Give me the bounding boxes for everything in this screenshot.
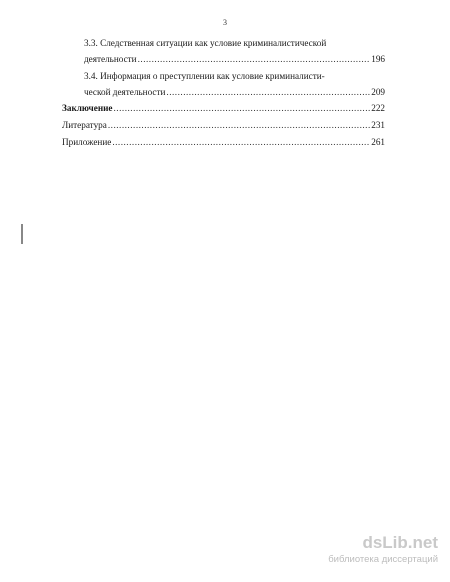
toc-literature-label: Литература [62, 120, 107, 130]
scan-artifact [21, 224, 23, 244]
toc-literature-page: 231 [371, 120, 385, 130]
leader-dots [108, 120, 370, 131]
toc-entry-literature [62, 120, 385, 131]
toc-conclusion-label: Заключение [62, 103, 113, 113]
leader-dots [138, 54, 371, 65]
toc-appendix-page: 261 [371, 137, 385, 147]
toc-conclusion-page: 222 [371, 103, 385, 113]
watermark-logo: dsLib.net [362, 533, 438, 552]
page-number: 3 [223, 18, 227, 27]
toc-entry-appendix [62, 137, 385, 148]
leader-dots [114, 103, 371, 114]
toc-entry-3-3-page: 196 [371, 54, 385, 64]
toc-entry-3-4 [84, 87, 385, 98]
watermark-subtitle: библиотека диссертаций [328, 554, 438, 565]
toc-entry-3-3 [84, 54, 385, 65]
toc-entry-3-3-title-line2: деятельности [84, 54, 137, 64]
watermark [306, 534, 438, 566]
toc-entry-3-4-title-line1: 3.4. Информация о преступлении как условие криминалисти- [84, 71, 325, 81]
leader-dots [112, 137, 370, 148]
toc-appendix-label: Приложение [62, 137, 112, 147]
toc-entry-conclusion [62, 103, 385, 114]
toc-entry-3-3-title-line1: 3.3. Следственная ситуации как условие криминалистической [84, 38, 327, 48]
toc-entry-3-4-title-line2: ческой деятельности [84, 87, 166, 97]
leader-dots [166, 87, 370, 98]
toc-entry-3-4-page: 209 [371, 87, 385, 97]
